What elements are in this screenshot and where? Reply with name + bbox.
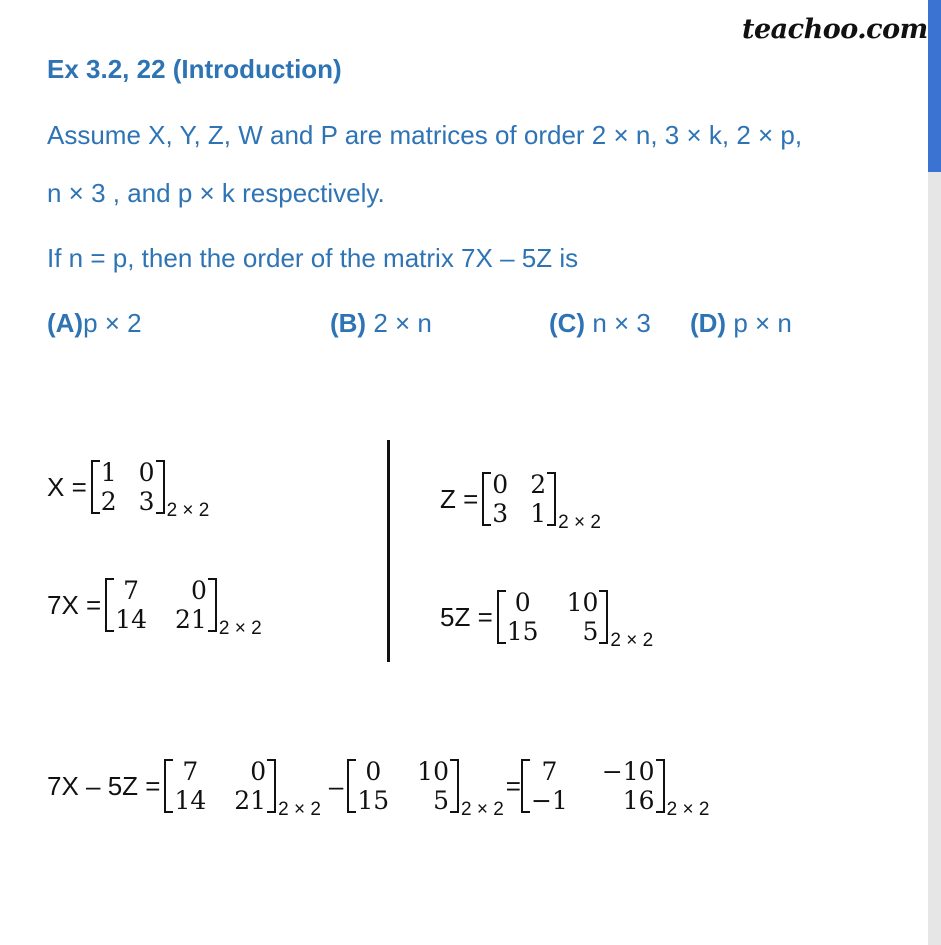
option-a-text: p × 2 bbox=[83, 308, 142, 338]
matrix-cell: 0 bbox=[365, 757, 382, 786]
matrix-z bbox=[482, 470, 556, 528]
matrix-cell: 5 bbox=[433, 786, 449, 815]
matrix-cell: 21 bbox=[234, 786, 267, 815]
matrix-5z bbox=[497, 588, 609, 646]
matrix-cell: 14 bbox=[174, 786, 207, 815]
option-a-key: (A) bbox=[47, 308, 84, 338]
matrix-cell: 21 bbox=[175, 605, 207, 634]
matrix-cell: 16 bbox=[622, 786, 655, 815]
matrix-cell: 3 bbox=[138, 487, 155, 516]
matrix-x-label: X = bbox=[47, 471, 87, 502]
equals-sign: = bbox=[505, 770, 521, 801]
matrix-cell: 2 bbox=[530, 470, 547, 499]
matrix-cell: 1 bbox=[530, 499, 547, 528]
matrix-cell: 0 bbox=[492, 470, 509, 499]
matrix-5z-order: 2 × 2 bbox=[610, 630, 654, 651]
option-d-text: p × n bbox=[726, 308, 792, 338]
matrix-x-equation bbox=[47, 458, 213, 521]
matrix-cell: 7 bbox=[182, 757, 199, 786]
result-m1-order: 2 × 2 bbox=[278, 799, 321, 820]
matrix-cell: 3 bbox=[492, 499, 509, 528]
matrix-cell: 10 bbox=[417, 757, 449, 786]
matrix-z-order: 2 × 2 bbox=[558, 512, 601, 533]
option-b-key: (B) bbox=[330, 308, 367, 338]
result-m3-order: 2 × 2 bbox=[666, 799, 710, 820]
matrix-cell: −10 bbox=[601, 757, 655, 786]
result-matrix-difference bbox=[521, 757, 665, 815]
brand-logo: teachoo.com bbox=[742, 14, 928, 45]
result-matrix-5z bbox=[347, 757, 459, 815]
matrix-cell: 0 bbox=[250, 757, 267, 786]
option-b bbox=[330, 308, 432, 339]
option-d-key: (D) bbox=[690, 308, 727, 338]
matrix-x bbox=[91, 458, 165, 516]
matrix-cell: 5 bbox=[582, 617, 599, 646]
matrix-cell: 7 bbox=[541, 757, 558, 786]
option-c-text: n × 3 bbox=[585, 308, 651, 338]
matrix-cell: 0 bbox=[138, 458, 155, 487]
matrix-cell: 7 bbox=[123, 576, 140, 605]
result-matrix-7x bbox=[164, 757, 276, 815]
matrix-7x-order: 2 × 2 bbox=[218, 618, 262, 639]
result-m2-order: 2 × 2 bbox=[460, 799, 504, 820]
matrix-7x-label: 7X = bbox=[47, 589, 102, 620]
exercise-title: Ex 3.2, 22 (Introduction) bbox=[47, 54, 342, 84]
matrix-cell: −1 bbox=[530, 786, 568, 815]
scrollbar-thumb[interactable] bbox=[928, 0, 941, 172]
matrix-cell: 15 bbox=[506, 617, 539, 646]
minus-sign: – bbox=[328, 770, 344, 801]
matrix-cell: 0 bbox=[190, 576, 207, 605]
question-line-1: Assume X, Y, Z, W and P are matrices of order 2 × n, 3 × k, 2 × p, bbox=[47, 120, 803, 150]
question-line-3: If n = p, then the order of the matrix 7X – 5Z is bbox=[47, 243, 579, 273]
matrix-z-label: Z = bbox=[440, 483, 479, 514]
option-a bbox=[47, 308, 142, 339]
result-equation bbox=[47, 757, 713, 820]
matrix-5z-label: 5Z = bbox=[440, 601, 493, 632]
question-line-2: n × 3 , and p × k respectively. bbox=[47, 178, 385, 208]
matrix-7x bbox=[105, 576, 217, 634]
matrix-cell: 1 bbox=[100, 458, 117, 487]
result-label: 7X – 5Z = bbox=[47, 770, 161, 801]
matrix-cell: 0 bbox=[514, 588, 531, 617]
matrix-5z-equation bbox=[440, 588, 657, 651]
matrix-cell: 14 bbox=[115, 605, 148, 634]
matrix-7x-equation bbox=[47, 576, 266, 639]
option-c bbox=[549, 308, 651, 339]
matrix-cell: 10 bbox=[566, 588, 599, 617]
option-d bbox=[690, 308, 792, 339]
matrix-z-equation bbox=[440, 470, 605, 533]
option-c-key: (C) bbox=[549, 308, 586, 338]
matrix-cell: 2 bbox=[100, 487, 117, 516]
matrix-x-order: 2 × 2 bbox=[166, 500, 210, 521]
matrix-cell: 15 bbox=[357, 786, 390, 815]
option-b-text: 2 × n bbox=[366, 308, 432, 338]
column-divider bbox=[387, 440, 390, 662]
